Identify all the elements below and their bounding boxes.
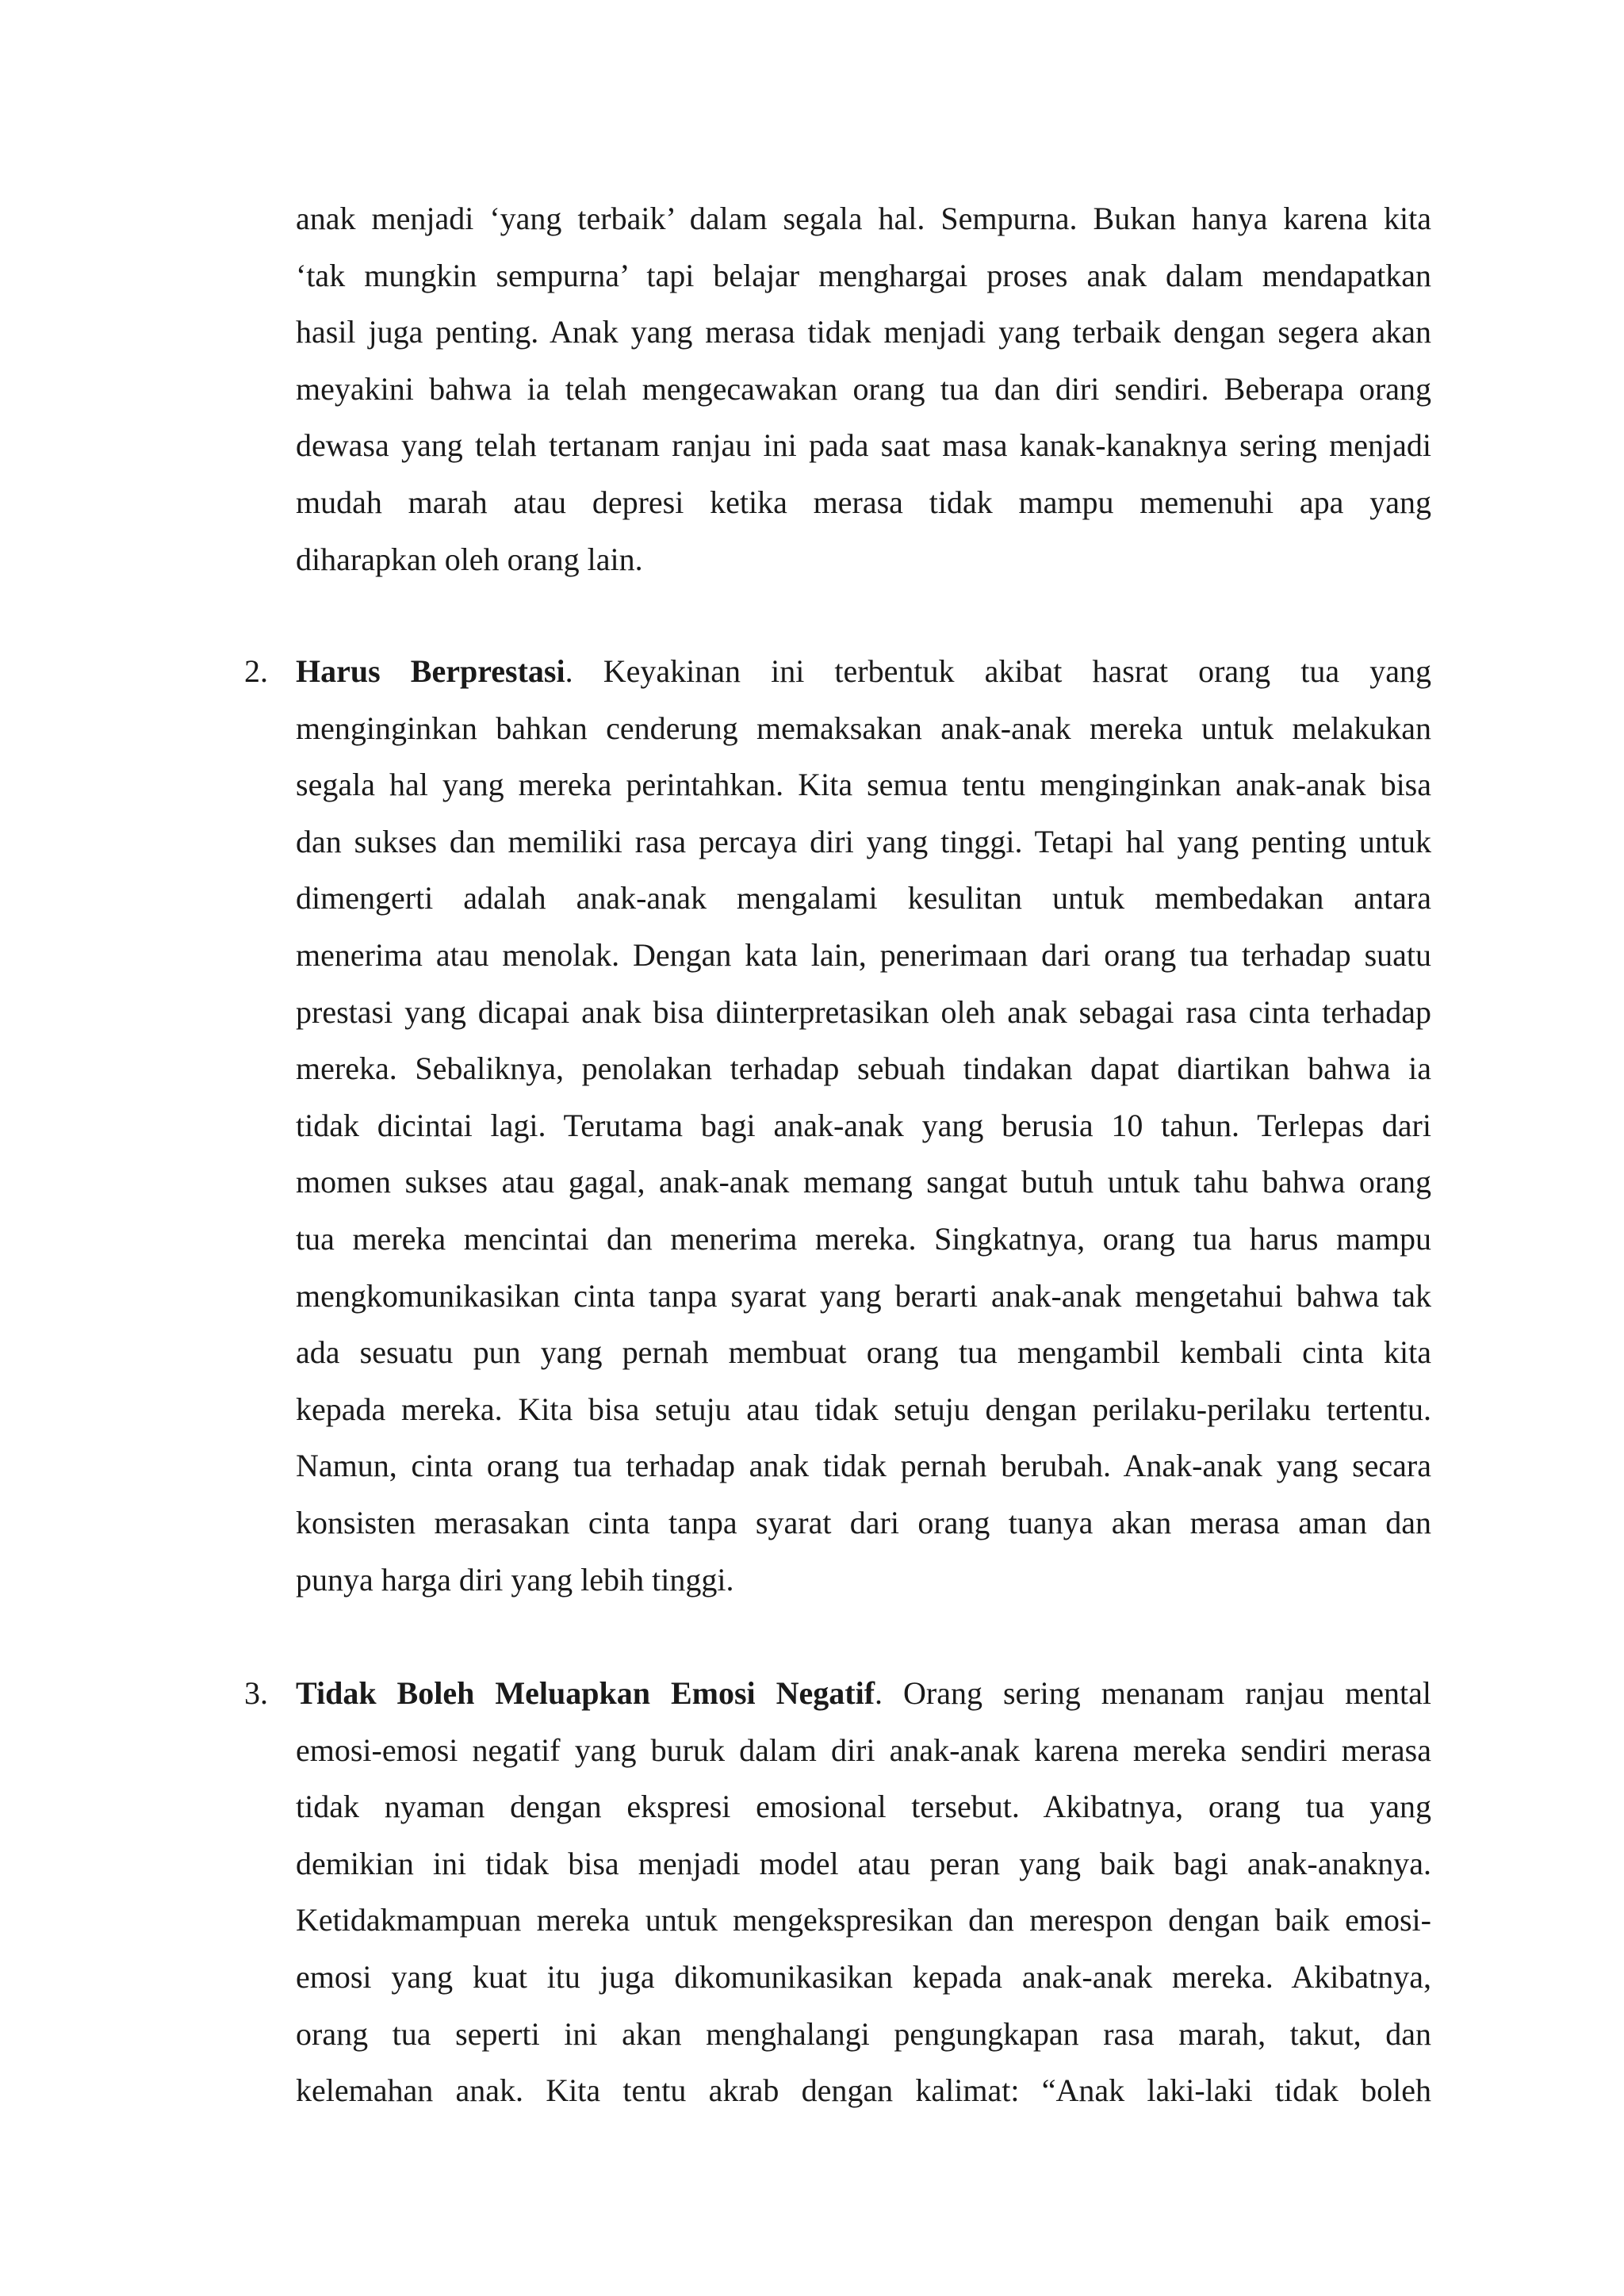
paragraph-line: diharapkan oleh orang lain. (296, 541, 643, 577)
paragraph-line: mereka. Sebaliknya, penolakan terhadap sebuah tindakan dapat diartikan bahwa ia (296, 1050, 1431, 1087)
paragraph-line: meyakini bahwa ia telah mengecawakan orang tua dan diri sendiri. Beberapa orang (296, 370, 1431, 407)
paragraph-line: Namun, cinta orang tua terhadap anak tidak pernah berubah. Anak-anak yang secara (296, 1448, 1431, 1484)
paragraph-line: menginginkan bahkan cenderung memaksakan anak-anak mereka untuk melakukan (296, 710, 1431, 746)
list-item-number: 2. (244, 653, 268, 689)
paragraph-line: hasil juga penting. Anak yang merasa tidak menjadi yang terbaik dengan segera akan (296, 314, 1431, 350)
paragraph-line: kelemahan anak. Kita tentu akrab dengan kalimat: “Anak laki-laki tidak boleh (296, 2072, 1431, 2109)
item-first-line (296, 643, 1431, 700)
list-item-harus-berprestasi (296, 643, 1431, 1608)
paragraph-line: prestasi yang dicapai anak bisa diinterpretasikan oleh anak sebagai rasa cinta terhadap (296, 993, 1431, 1030)
paragraph-line: punya harga diri yang lebih tinggi. (296, 1561, 734, 1598)
paragraph-line: mengkomunikasikan cinta tanpa syarat yang berarti anak-anak mengetahui bahwa tak (296, 1277, 1431, 1314)
continuation-paragraph (296, 190, 1431, 587)
paragraph-line: Ketidakmampuan mereka untuk mengekspresikan dan merespon dengan baik emosi- (296, 1902, 1431, 1938)
item-title: Harus Berprestasi (296, 653, 565, 689)
paragraph-line: momen sukses atau gagal, anak-anak memang sangat butuh untuk tahu bahwa orang (296, 1164, 1431, 1200)
list-item-number: 3. (244, 1675, 268, 1711)
paragraph-line: dimengerti adalah anak-anak mengalami kesulitan untuk membedakan antara (296, 880, 1431, 916)
paragraph-line: mudah marah atau depresi ketika merasa tidak mampu memenuhi apa yang (296, 484, 1431, 520)
paragraph-line: emosi yang kuat itu juga dikomunikasikan kepada anak-anak mereka. Akibatnya, (296, 1958, 1431, 1995)
paragraph-line: ada sesuatu pun yang pernah membuat orang tua mengambil kembali cinta kita (296, 1334, 1431, 1371)
paragraph-line: orang tua seperti ini akan menghalangi pengungkapan rasa marah, takut, dan (296, 2015, 1431, 2052)
paragraph-line: menerima atau menolak. Dengan kata lain, penerimaan dari orang tua terhadap suatu (296, 936, 1431, 973)
item-first-line-text: . Orang sering menanam ranjau mental (875, 1675, 1431, 1711)
paragraph-line: dewasa yang telah tertanam ranjau ini pada saat masa kanak-kanaknya sering menjadi (296, 427, 1431, 464)
paragraph-line: demikian ini tidak bisa menjadi model atau peran yang baik bagi anak-anaknya. (296, 1845, 1431, 1881)
paragraph-line: tua mereka mencintai dan menerima mereka. Singkatnya, orang tua harus mampu (296, 1220, 1431, 1257)
paragraph-line: konsisten merasakan cinta tanpa syarat dari orang tuanya akan merasa aman dan (296, 1504, 1431, 1540)
item-title: Tidak Boleh Meluapkan Emosi Negatif (296, 1675, 875, 1711)
paragraph-line: anak menjadi ‘yang terbaik’ dalam segala hal. Sempurna. Bukan hanya karena kita (296, 201, 1431, 236)
item-first-line-text: . Keyakinan ini terbentuk akibat hasrat orang tua yang (565, 653, 1432, 689)
paragraph-line: emosi-emosi negatif yang buruk dalam diri anak-anak karena mereka sendiri merasa (296, 1732, 1431, 1768)
paragraph-line: segala hal yang mereka perintahkan. Kita semua tentu menginginkan anak-anak bisa (296, 767, 1431, 803)
paragraph-line: ‘tak mungkin sempurna’ tapi belajar menghargai proses anak dalam mendapatkan (296, 257, 1431, 293)
list-item-tidak-boleh-meluapkan-emosi-negatif (296, 1665, 1431, 2119)
paragraph-line: tidak nyaman dengan ekspresi emosional tersebut. Akibatnya, orang tua yang (296, 1789, 1431, 1825)
paragraph-line: tidak dicintai lagi. Terutama bagi anak-anak yang berusia 10 tahun. Terlepas dari (296, 1107, 1431, 1143)
paragraph-line: dan sukses dan memiliki rasa percaya diri yang tinggi. Tetapi hal yang penting untuk (296, 823, 1431, 859)
item-first-line (296, 1665, 1431, 1722)
paragraph-line: kepada mereka. Kita bisa setuju atau tidak setuju dengan perilaku-perilaku tertentu. (296, 1391, 1431, 1427)
